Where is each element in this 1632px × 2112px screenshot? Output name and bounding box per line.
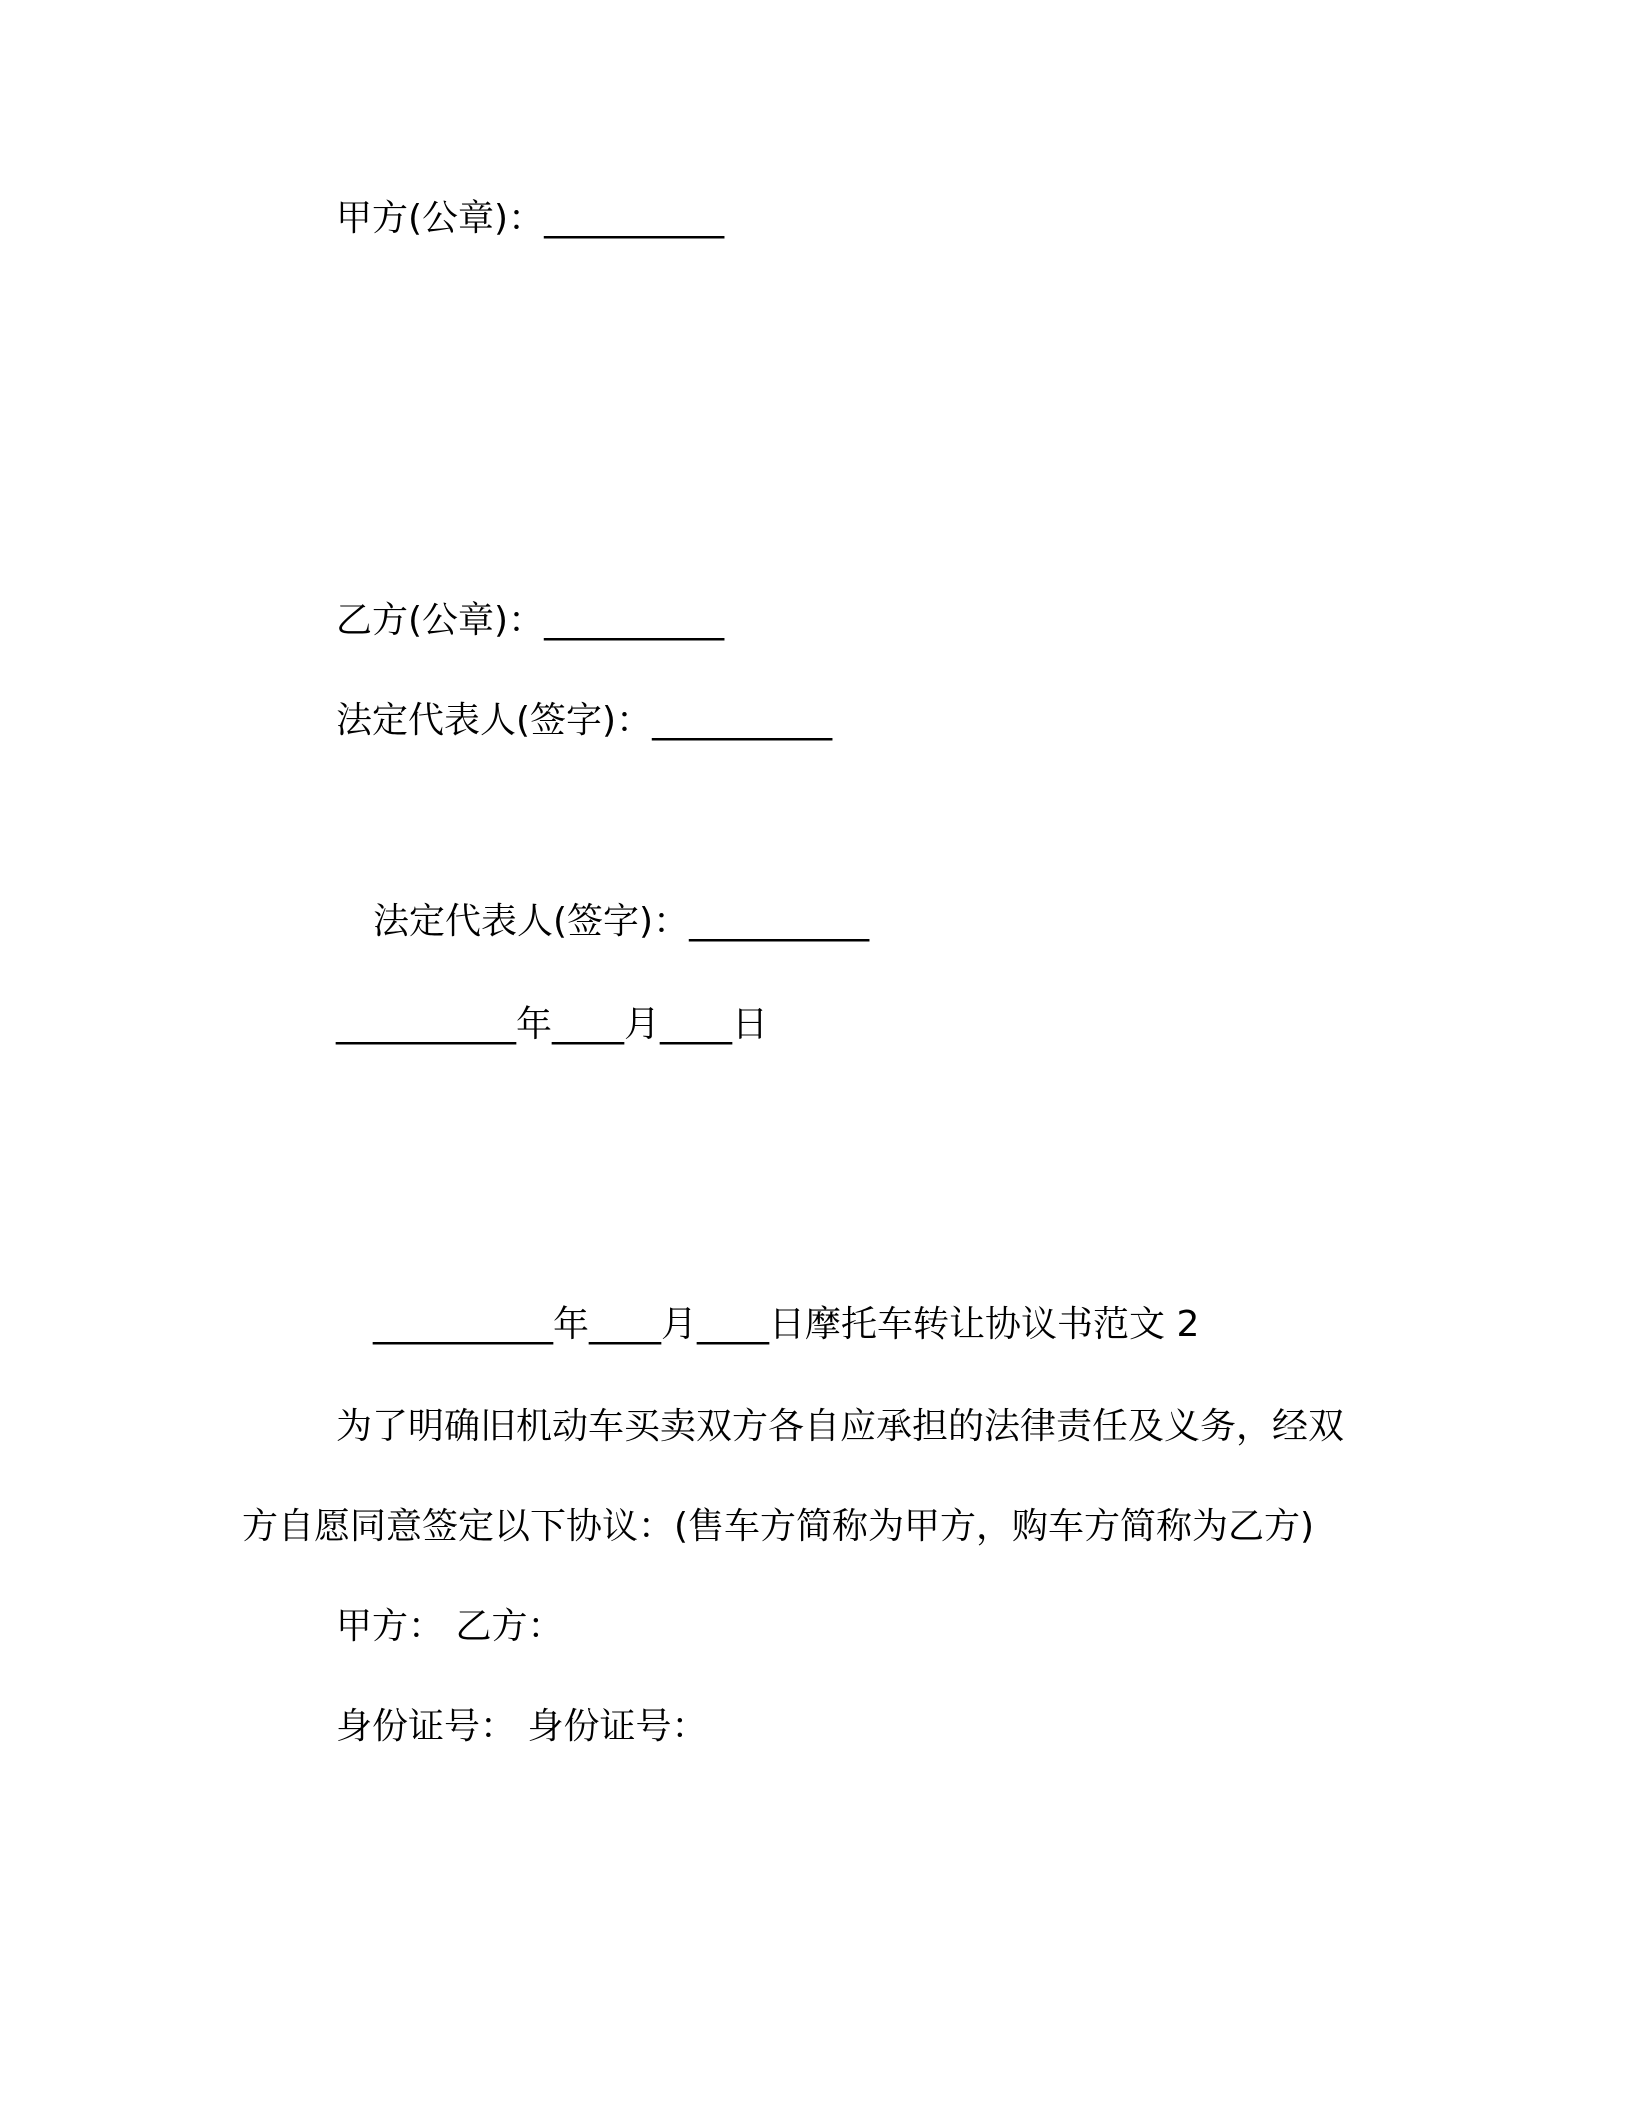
- legal-representative-line-2: 法定代表人(签字)：__________: [373, 901, 870, 942]
- parties-line: 甲方： 乙方：: [336, 1606, 564, 1647]
- id-number-line: 身份证号： 身份证号：: [336, 1706, 708, 1747]
- party-b-seal-line: 乙方(公章)：__________: [336, 600, 725, 641]
- date-line: __________年____月____日: [336, 1004, 768, 1045]
- legal-representative-line-1: 法定代表人(签字)：__________: [336, 700, 833, 741]
- intro-paragraph-line-1: 为了明确旧机动车买卖双方各自应承担的法律责任及义务，经双: [336, 1406, 1345, 1447]
- section-heading: __________年____月____日摩托车转让协议书范文 2: [373, 1304, 1200, 1345]
- party-a-seal-line: 甲方(公章)：__________: [336, 198, 725, 239]
- intro-paragraph-line-2: 方自愿同意签定以下协议：(售车方简称为甲方，购车方简称为乙方): [242, 1506, 1315, 1547]
